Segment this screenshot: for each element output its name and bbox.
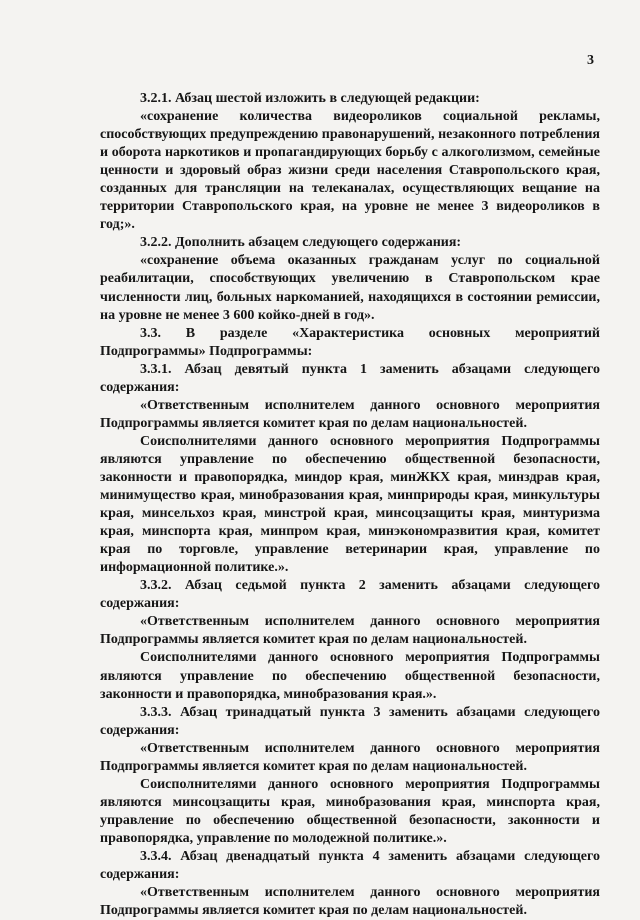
paragraph: «Ответственным исполнителем данного основного мероприятия Подпрограммы является комитет края по делам национальностей. <box>100 614 600 648</box>
paragraph: «Ответственным исполнителем данного основного мероприятия Подпрограммы является комитет края по делам национальностей. <box>100 397 600 431</box>
paragraph: Соисполнителями данного основного мероприятия Подпрограммы являются минсоцзащиты края, минобразования края, минспорта края, управление по обеспечению общественной безопасности, законности и правопорядка, управление по молодежной политике.». <box>100 776 600 846</box>
paragraph: 3.3.3. Абзац тринадцатый пункта 3 заменить абзацами следующего содержания: <box>100 704 600 738</box>
paragraph: «Ответственным исполнителем данного основного мероприятия Подпрограммы является комитет края по делам национальностей. <box>100 885 600 919</box>
paragraph: Соисполнителями данного основного мероприятия Подпрограммы являются управление по обеспечению общественной безопасности, законности и правопорядка, миндор края, минЖКХ края, минздрав края, минимущество края, минобразования края, минприроды края, минкультуры края, минсельхоз края, минстрой края, минсоцзащиты края, минтуризма края, минспорта края, минпром края, минэкономразвития края, комитет края по торговле, управление ветеринарии края, управление по информационной политике.». <box>100 433 600 576</box>
paragraph: 3.3. В разделе «Характеристика основных мероприятий Подпрограммы» Подпрограммы: <box>100 325 600 359</box>
document-body <box>100 90 600 920</box>
paragraph: «Ответственным исполнителем данного основного мероприятия Подпрограммы является комитет края по делам национальностей. <box>100 740 600 774</box>
paragraph: 3.2.1. Абзац шестой изложить в следующей редакции: <box>140 91 480 106</box>
page-number: 3 <box>587 53 594 68</box>
paragraph: «сохранение объема оказанных гражданам услуг по социальной реабилитации, способствующих увеличению в Ставропольском крае численности лиц, больных наркоманией, находящихся в состоянии ремиссии, на уровне не менее 3 600 койко-дней в год». <box>100 253 600 323</box>
paragraph: 3.2.2. Дополнить абзацем следующего содержания: <box>140 235 462 251</box>
paragraph: 3.3.2. Абзац седьмой пункта 2 заменить абзацами следующего содержания: <box>100 578 600 612</box>
paragraph: Соисполнителями данного основного мероприятия Подпрограммы являются управление по обеспечению общественной безопасности, законности и правопорядка, минобразования края.». <box>100 650 600 702</box>
paragraph: 3.3.1. Абзац девятый пункта 1 заменить абзацами следующего содержания: <box>100 361 600 395</box>
paragraph: 3.3.4. Абзац двенадцатый пункта 4 заменить абзацами следующего содержания: <box>100 848 600 883</box>
paragraph: «сохранение количества видеороликов социальной рекламы, способствующих предупреждению правонарушений, незаконного потребления и оборота наркотиков и пропагандирующих борьбу с алкоголизмом, семейные ценности и здоровый образ жизни среди населения Ставропольского края, созданных для трансляции на телеканалах, осуществляющих вещание на территории Ставропольского края, на уровне не менее 3 видеороликов в год;». <box>100 109 600 233</box>
